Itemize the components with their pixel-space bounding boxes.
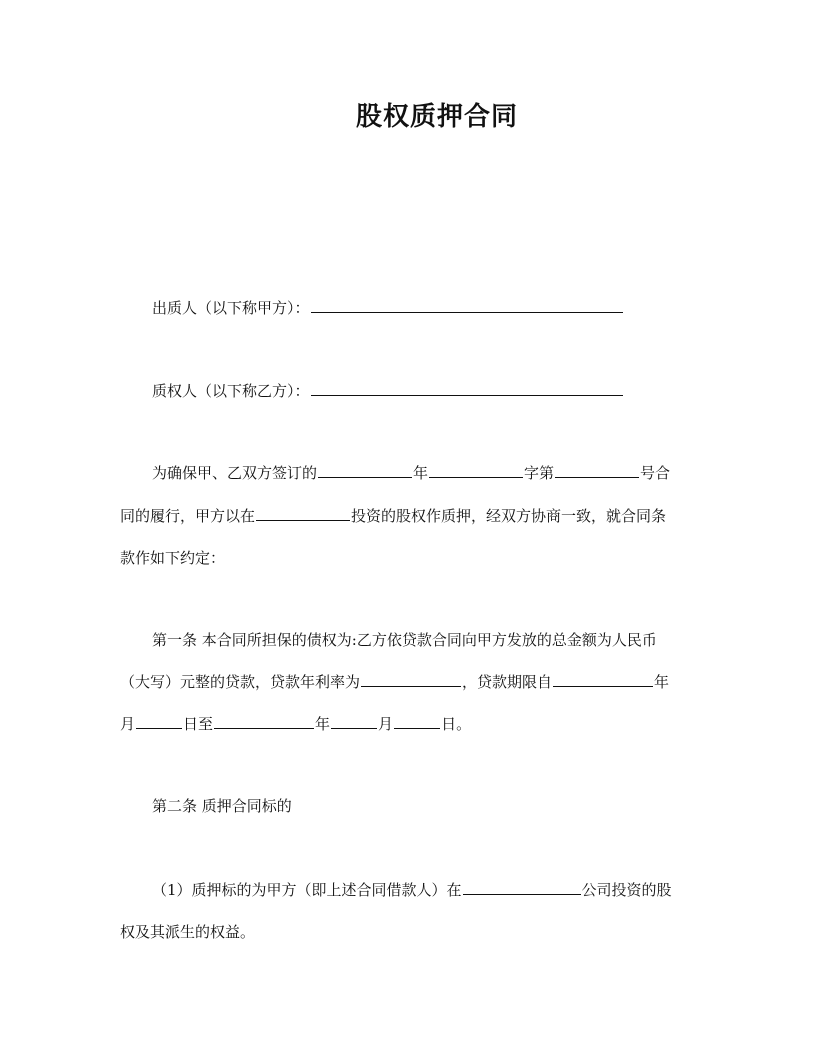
article1-text: （大写）元整的贷款，贷款年利率为 — [120, 673, 361, 691]
intro-line-1 — [120, 463, 728, 483]
intro-text: 投资的股权作质押，经双方协商一致，就合同条 — [351, 507, 667, 525]
intro-text: 年 — [413, 464, 429, 482]
end-month-blank[interactable] — [331, 714, 377, 729]
start-year-blank[interactable] — [553, 672, 653, 687]
end-year-blank[interactable] — [214, 714, 314, 729]
article1-text: 月 — [120, 715, 136, 733]
article2-text: 权及其派生的权益。 — [120, 923, 256, 941]
contract-year-blank[interactable] — [318, 463, 412, 478]
article1-text: 日至 — [183, 715, 214, 733]
article1-text: 年 — [315, 715, 331, 733]
article1-text: 年 — [654, 673, 670, 691]
pledgee-label: 质权人（以下称乙方）： — [152, 382, 310, 400]
intro-text: 号合 — [640, 464, 671, 482]
page-title: 股权质押合同 — [355, 102, 518, 132]
start-month-blank[interactable] — [136, 714, 182, 729]
contract-number-blank[interactable] — [555, 463, 639, 478]
contract-prefix-blank[interactable] — [429, 463, 523, 478]
interest-rate-blank[interactable] — [361, 672, 461, 687]
intro-line-2 — [120, 506, 696, 526]
intro-text: 款作如下约定： — [120, 549, 226, 567]
article2-item1-line-2 — [120, 922, 696, 942]
intro-text: 字第 — [524, 464, 555, 482]
article1-text: 第一条 本合同所担保的债权为:乙方依贷款合同向甲方发放的总金额为人民币 — [152, 631, 657, 649]
article2-text: 公司投资的股 — [581, 881, 672, 899]
intro-line-3 — [120, 548, 696, 568]
article1-line-3 — [120, 714, 696, 734]
article2-heading-text: 第二条 质押合同标的 — [152, 797, 292, 815]
article1-text: 日。 — [441, 715, 472, 733]
company-name-blank[interactable] — [463, 880, 581, 895]
article2-text: （1）质押标的为甲方（即上述合同借款人）在 — [152, 881, 462, 899]
article1-line-2 — [120, 672, 696, 692]
article1-text: 月 — [378, 715, 394, 733]
pledgee-blank[interactable] — [311, 381, 623, 396]
article1-text: ，贷款期限自 — [462, 673, 553, 691]
intro-text: 同的履行，甲方以在 — [120, 507, 256, 525]
article1-line-1 — [120, 630, 728, 650]
pledgor-blank[interactable] — [311, 298, 623, 313]
end-day-blank[interactable] — [394, 714, 440, 729]
intro-text: 为确保甲、乙双方签订的 — [152, 464, 318, 482]
invested-company-blank[interactable] — [256, 506, 350, 521]
article2-heading — [120, 796, 728, 816]
article2-item1-line-1 — [120, 880, 728, 900]
pledgor-line — [120, 298, 728, 318]
pledgee-line — [120, 381, 728, 401]
pledgor-label: 出质人（以下称甲方）： — [152, 299, 310, 317]
